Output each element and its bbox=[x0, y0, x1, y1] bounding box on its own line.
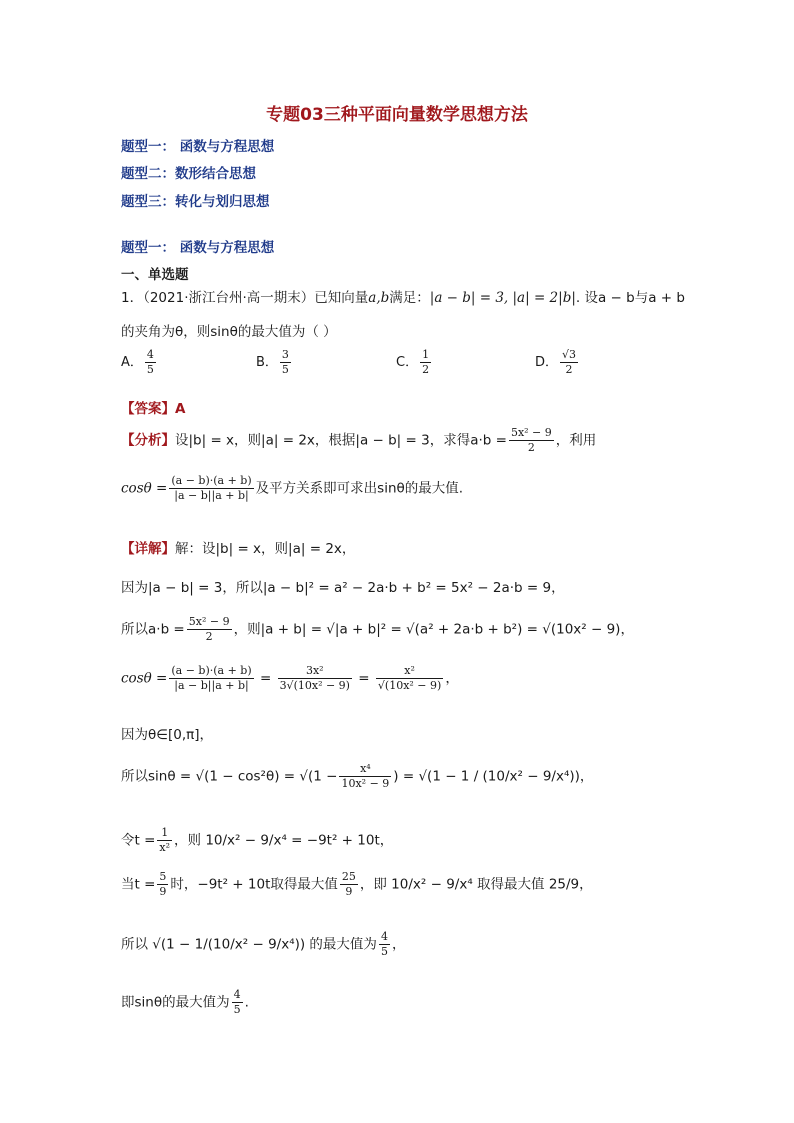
step2-end: ，则|a + b| = √|a + b|² = √(a² + 2a·b + b²) = √(10x² − 9)， bbox=[233, 621, 634, 638]
toc-item-2: 题型二：数形结合思想 bbox=[121, 166, 256, 182]
question-vectors: a,b bbox=[368, 290, 390, 306]
step7-pre: 当t = bbox=[121, 876, 156, 893]
step8-fraction: $\frac{4}{5}$ bbox=[380, 930, 388, 958]
answer-line bbox=[121, 397, 185, 417]
analysis-text-end: ，利用 bbox=[555, 432, 597, 449]
analysis-text: 设|b| = x，则|a| = 2x，根据|a − b| = 3，求得a·b = bbox=[175, 432, 507, 449]
question-line-1 bbox=[121, 286, 685, 306]
step5-fraction: $\frac{\text{x⁴}}{\text{10x² − 9}}$ bbox=[341, 762, 390, 790]
detail-step-1: 因为|a − b| = 3，所以|a − b|² = a² − 2a·b + b² = 5x² − 2a·b = 9， bbox=[121, 580, 565, 596]
analysis-line-2 bbox=[121, 474, 463, 503]
step3-fraction-3: $\frac{\text{x²}}{\text{√(10x² − 9)}}$ bbox=[377, 664, 442, 692]
option-c-label: C． bbox=[396, 355, 419, 370]
detail-step-5 bbox=[121, 762, 593, 791]
step2-pre: 所以a·b = bbox=[121, 621, 185, 638]
question-rest: . 设a − b与a + b bbox=[575, 290, 685, 306]
answer-label: 【答案】 bbox=[121, 401, 175, 417]
detail-label: 【详解】 bbox=[121, 541, 175, 557]
detail-intro bbox=[121, 537, 355, 557]
step6-fraction: $\frac{1}{\text{x²}}$ bbox=[159, 826, 171, 854]
step6-end: ，则 10/x² − 9/x⁴ = −9t² + 10t， bbox=[174, 832, 394, 849]
step8-pre: 所以 √(1 − 1/(10/x² − 9/x⁴)) 的最大值为 bbox=[121, 936, 377, 953]
step5-mid: ) = √(1 − 1 / ( bbox=[393, 768, 488, 785]
step9-pre: 即sinθ的最大值为 bbox=[121, 994, 230, 1011]
option-d-fraction: $\frac{√3}{2}$ bbox=[562, 348, 577, 376]
detail-step-9: 即sinθ的最大值为 $\frac{4}{5}$ . bbox=[121, 988, 249, 1016]
option-c bbox=[396, 348, 433, 377]
answer-value: A bbox=[175, 401, 186, 417]
section-heading: 题型一： 函数与方程思想 bbox=[121, 240, 275, 256]
detail-intro-text: 解：设|b| = x，则|a| = 2x， bbox=[175, 541, 356, 557]
step7-end: ，即 10/x² − 9/x⁴ 取得最大值 25/9， bbox=[359, 876, 593, 893]
step5-pre: 所以sinθ = √(1 − cos²θ) = √(1 − bbox=[121, 768, 338, 785]
detail-step-7 bbox=[121, 870, 593, 899]
detail-step-6 bbox=[121, 826, 393, 855]
analysis-line-2-end: 及平方关系即可求出sinθ的最大值. bbox=[255, 480, 464, 497]
toc-item-1: 题型一： 函数与方程思想 bbox=[121, 139, 275, 155]
analysis-cos-fraction: $\frac{(a - b)\cdot(a + b)}{|a - b||a + b|}$ bbox=[171, 474, 252, 502]
page-title: 专题03三种平面向量数学思想方法 bbox=[266, 105, 528, 125]
step7-fraction-1: $\frac{5}{9}$ bbox=[159, 870, 167, 898]
detail-step-3: cosθ = $\frac{(a - b)\cdot(a + b)}{|a - b||a + b|}$ = $\frac{\text{3x²}}{\text{3√(10x² − 9)}}$ = $\frac{\text{x²}}{\text{√(10x² − 9)}}$ ， bbox=[121, 664, 459, 692]
option-a-fraction: $\frac{4}{5}$ bbox=[146, 348, 154, 376]
analysis-cos: cosθ = bbox=[121, 480, 168, 497]
detail-step-4: 因为θ∈[0,π]， bbox=[121, 727, 214, 743]
analysis-fraction: $\frac{\text{5x² − 9}}{2}$ bbox=[510, 426, 552, 454]
step3-fraction-1: $\frac{(a - b)\cdot(a + b)}{|a - b||a + b|}$ bbox=[171, 664, 252, 692]
question-prefix: 1．（2021·浙江台州·高一期末）已知向量 bbox=[121, 290, 369, 306]
option-d bbox=[535, 348, 580, 377]
option-b bbox=[256, 348, 293, 377]
detail-step-8: 所以 √(1 − 1/(10/x² − 9/x⁴)) 的最大值为 $\frac{4}{5}$ ， bbox=[121, 930, 406, 958]
toc-item-3: 题型三：转化与划归思想 bbox=[121, 194, 270, 210]
option-c-fraction: $\frac{1}{2}$ bbox=[422, 348, 430, 376]
option-a-label: A． bbox=[121, 355, 143, 370]
option-a bbox=[121, 348, 158, 377]
step3-fraction-2: $\frac{\text{3x²}}{\text{3√(10x² − 9)}}$ bbox=[279, 664, 350, 692]
step9-fraction: $\frac{4}{5}$ bbox=[233, 988, 241, 1016]
step3-pre: cosθ = bbox=[121, 670, 168, 687]
step7-fraction-2: $\frac{25}{9}$ bbox=[341, 870, 356, 898]
subsection-heading: 一、单选题 bbox=[121, 267, 189, 283]
step2-fraction: $\frac{\text{5x² − 9}}{2}$ bbox=[188, 615, 230, 643]
step7-mid: 时，−9t² + 10t取得最大值 bbox=[170, 876, 338, 893]
option-b-label: B． bbox=[256, 355, 278, 370]
option-d-label: D． bbox=[535, 355, 559, 370]
step5-end: 10/x² − 9/x⁴))， bbox=[487, 768, 594, 785]
question-satisfy: 满足： bbox=[389, 290, 430, 306]
question-condition: |a − b| = 3, |a| = 2|b| bbox=[429, 290, 576, 306]
step6-pre: 令t = bbox=[121, 832, 156, 849]
detail-step-2 bbox=[121, 615, 634, 644]
question-line-2: 的夹角为θ，则sinθ的最大值为（ ） bbox=[121, 324, 337, 340]
analysis-label: 【分析】 bbox=[121, 432, 175, 449]
analysis-line-1 bbox=[121, 426, 596, 455]
option-b-fraction: $\frac{3}{5}$ bbox=[281, 348, 289, 376]
